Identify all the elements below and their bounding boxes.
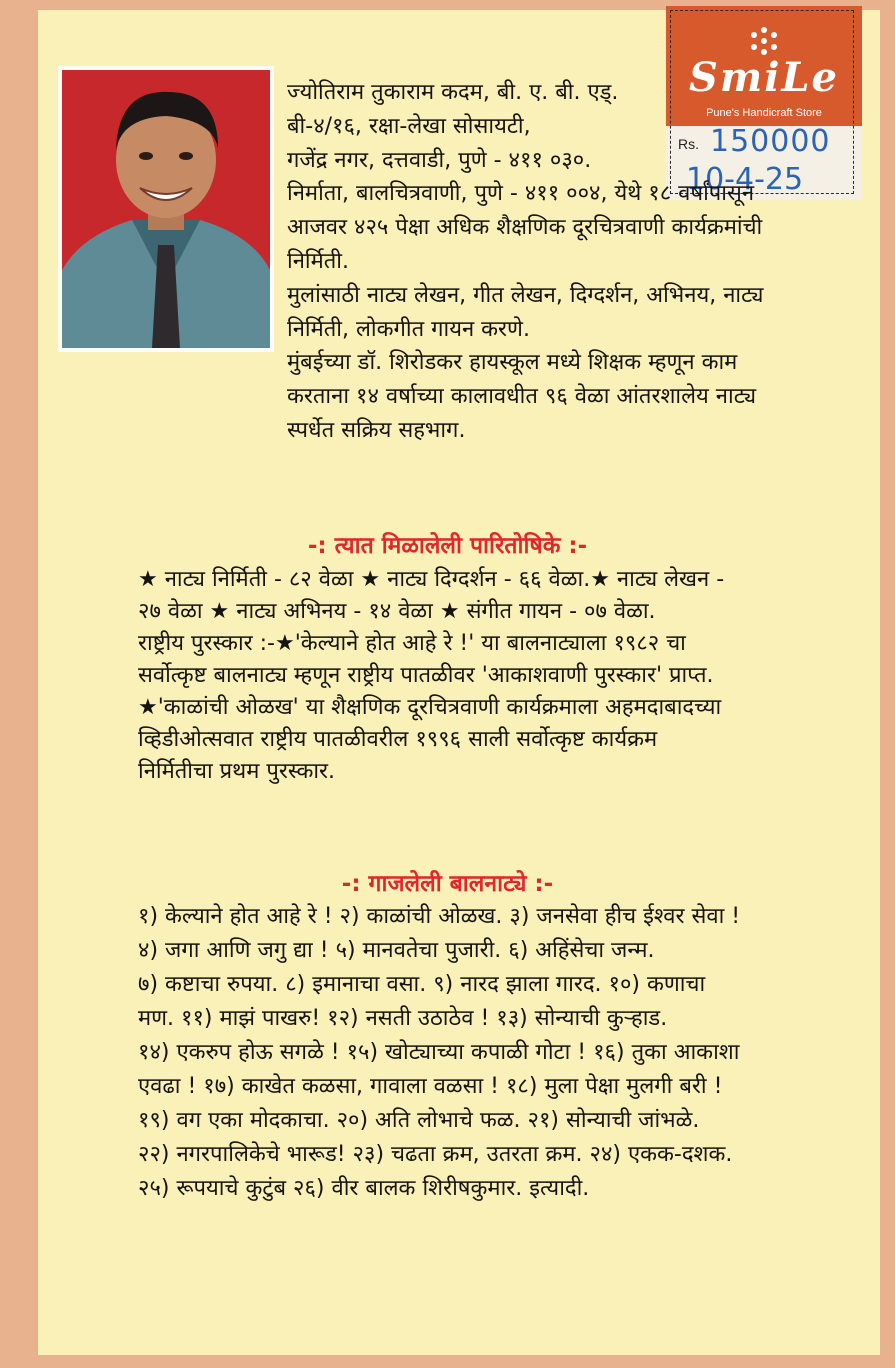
sticker-store-name: Pune's Handicraft Store [706,107,822,119]
awards-line: निर्मितीचा प्रथम पुरस्कार. [138,759,336,784]
author-portrait-icon [62,70,270,348]
sticker-brand-name: SmiLe [689,54,839,101]
sticker-currency: Rs. [678,136,699,152]
sticker-date: 10-4-25 [686,162,804,197]
awards-line: ★ नाट्य निर्मिती - ८२ वेळा ★ नाट्य दिग्दर्शन - ६६ वेळा.★ नाट्य लेखन - [138,567,725,592]
bio-line: स्पर्धेत सक्रिय सहभाग. [287,417,466,443]
bio-line: निर्मिती, लोकगीत गायन करणे. [287,316,530,342]
plays-line: १४) एकरुप होऊ सगळे ! १५) खोट्याच्या कपाळी गोटा ! १६) तुका आकाशा [138,1040,740,1065]
sticker-price: 150000 [710,124,831,159]
bio-line: बी-४/१६, रक्षा-लेखा सोसायटी, [287,113,531,139]
bio-line: करताना १४ वर्षाच्या कालावधीत ९६ वेळा आंतरशालेय नाट्य [287,384,757,410]
plays-line: २२) नगरपालिकेचे भारूड! २३) चढता क्रम, उतरता क्रम. २४) एकक-दशक. [138,1142,733,1167]
portrait-drawing [62,70,270,348]
plays-heading: -: गाजलेली बालनाट्ये :- [341,871,554,897]
awards-line: २७ वेळा ★ नाट्य अभिनय - १४ वेळा ★ संगीत गायन - ०७ वेळा. [138,599,656,624]
awards-line: व्हिडीओत्सवात राष्ट्रीय पातळीवरील १९९६ साली सर्वोत्कृष्ट कार्यक्रम [138,727,658,752]
bio-line: आजवर ४२५ पेक्षा अधिक शैक्षणिक दूरचित्रवाणी कार्यक्रमांची [287,215,763,241]
bio-line: मुंबईच्या डॉ. शिरोडकर हायस्कूल मध्ये शिक्षक म्हणून काम [287,350,738,376]
awards-line: ★'काळांची ओळख' या शैक्षणिक दूरचित्रवाणी कार्यक्रमाला अहमदाबादच्या [138,695,722,720]
bio-line: निर्माता, बालचित्रवाणी, पुणे - ४११ ००४, येथे १८ वर्षांपासून [287,181,755,207]
awards-text [138,564,878,788]
plays-line: १९) वग एका मोदकाचा. २०) अति लोभाचे फळ. २१) सोन्याची जांभळे. [138,1108,700,1133]
plays-line: ४) जगा आणि जगु द्या ! ५) मानवतेचा पुजारी. ६) अहिंसेचा जन्म. [138,938,655,963]
plays-line: ७) कष्टाचा रुपया. ८) इमानाचा वसा. ९) नारद झाला गारद. १०) कणाचा [138,972,706,997]
awards-heading: -: त्यात मिळालेली पारितोषिके :- [307,533,588,559]
bio-line: गजेंद्र नगर, दत्तवाडी, पुणे - ४११ ०३०. [287,147,592,173]
plays-line: २५) रूपयाचे कुटुंब २६) वीर बालक शिरीषकुमार. इत्यादी. [138,1176,590,1201]
plays-line: १) केल्याने होत आहे रे ! २) काळांची ओळख. ३) जनसेवा हीच ईश्वर सेवा ! [138,904,741,929]
plays-list [138,900,878,1206]
awards-line: राष्ट्रीय पुरस्कार :-★'केल्याने होत आहे रे !' या बालनाट्याला १९८२ चा [138,631,686,656]
plays-line: मण. ११) माझं पाखरु! १२) नसती उठाठेव ! १३) सोन्याची कुऱ्हाड. [138,1006,668,1031]
bio-line: मुलांसाठी नाट्य लेखन, गीत लेखन, दिग्दर्शन, अभिनय, नाट्य [287,282,764,308]
plays-line: एवढा ! १७) काखेत कळसा, गावाला वळसा ! १८) मुला पेक्षा मुलगी बरी ! [138,1074,723,1099]
awards-line: सर्वोत्कृष्ट बालनाट्य म्हणून राष्ट्रीय पातळीवर 'आकाशवाणी पुरस्कार' प्राप्त. [138,663,714,688]
bio-line: ज्योतिराम तुकाराम कदम, बी. ए. बी. एड्. [287,80,619,105]
author-bio [287,76,867,448]
author-photo-frame [58,66,274,352]
bio-line: निर्मिती. [287,248,349,274]
snowflake-logo-icon [744,24,784,58]
